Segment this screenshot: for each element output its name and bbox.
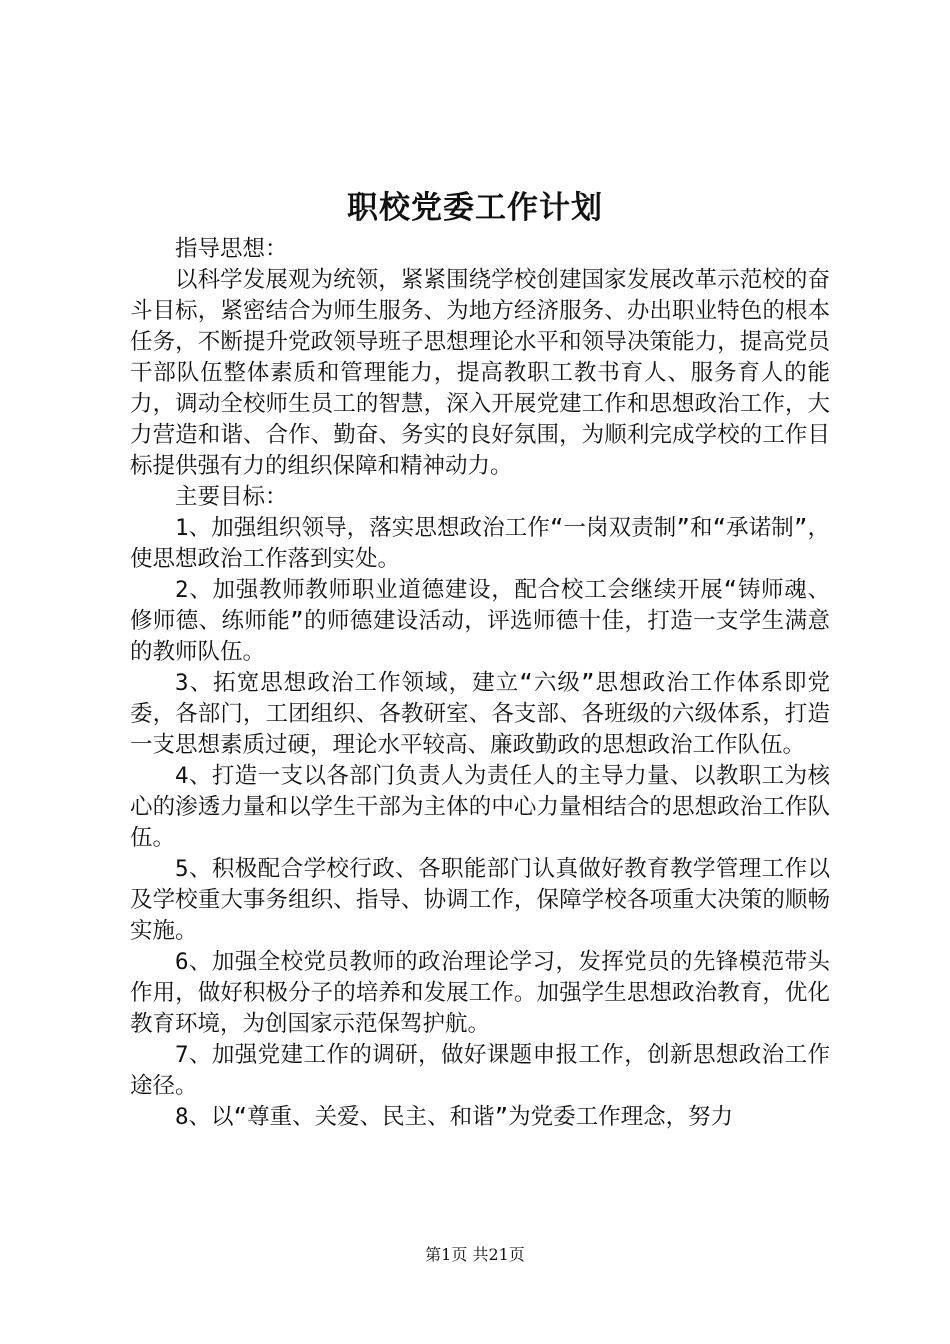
goal-item-5: 5、积极配合学校行政、各职能部门认真做好教育教学管理工作以及学校重大事务组织、指导、协调工作，保障学校各项重大决策的顺畅实施。: [130, 856, 830, 944]
paragraph-guiding-thought: 以科学发展观为统领，紧紧围绕学校创建国家发展改革示范校的奋斗目标，紧密结合为师生服务、为地方经济服务、办出职业特色的根本任务，不断提升党政领导班子思想理论水平和领导决策能力，提高党员干部队伍整体素质和管理能力，提高教职工教书育人、服务育人的能力，调动全校师生员工的智慧，深入开展党建工作和思想政治工作，大力营造和谐、合作、勤奋、务实的良好氛围，为顺利完成学校的工作目标提供强有力的组织保障和精神动力。: [130, 267, 830, 479]
goal-item-1: 1、加强组织领导，落实思想政治工作“一岗双责制”和“承诺制”，使思想政治工作落到实处。: [130, 515, 830, 572]
heading-main-goals: 主要目标：: [175, 484, 288, 510]
goal-item-3: 3、拓宽思想政治工作领域，建立“六级”思想政治工作体系即党委，各部门，工团组织、各教研室、各支部、各班级的六级体系，打造一支思想素质过硬，理论水平较高、廉政勤政的思想政治工作队伍。: [130, 670, 830, 758]
heading-guiding-thought: 指导思想：: [175, 236, 288, 262]
goal-item-6: 6、加强全校党员教师的政治理论学习，发挥党员的先锋模范带头作用，做好积极分子的培养和发展工作。加强学生思想政治教育，优化教育环境，为创国家示范保驾护航。: [130, 949, 830, 1037]
goal-item-2: 2、加强教师教师职业道德建设，配合校工会继续开展“铸师魂、修师德、练师能”的师德建设活动，评选师德十佳，打造一支学生满意的教师队伍。: [130, 577, 830, 665]
document-title: 职校党委工作计划: [347, 190, 603, 226]
goal-item-4: 4、打造一支以各部门负责人为责任人的主导力量、以教职工为核心的渗透力量和以学生干部为主体的中心力量相结合的思想政治工作队伍。: [130, 763, 830, 851]
document-body: [130, 234, 830, 1133]
page-footer: 第1页 共21页: [425, 1245, 525, 1264]
goal-item-7: 7、加强党建工作的调研，做好课题申报工作，创新思想政治工作途径。: [130, 1042, 830, 1099]
goal-item-8: 8、以“尊重、关爱、民主、和谐”为党委工作理念，努力: [175, 1104, 734, 1130]
